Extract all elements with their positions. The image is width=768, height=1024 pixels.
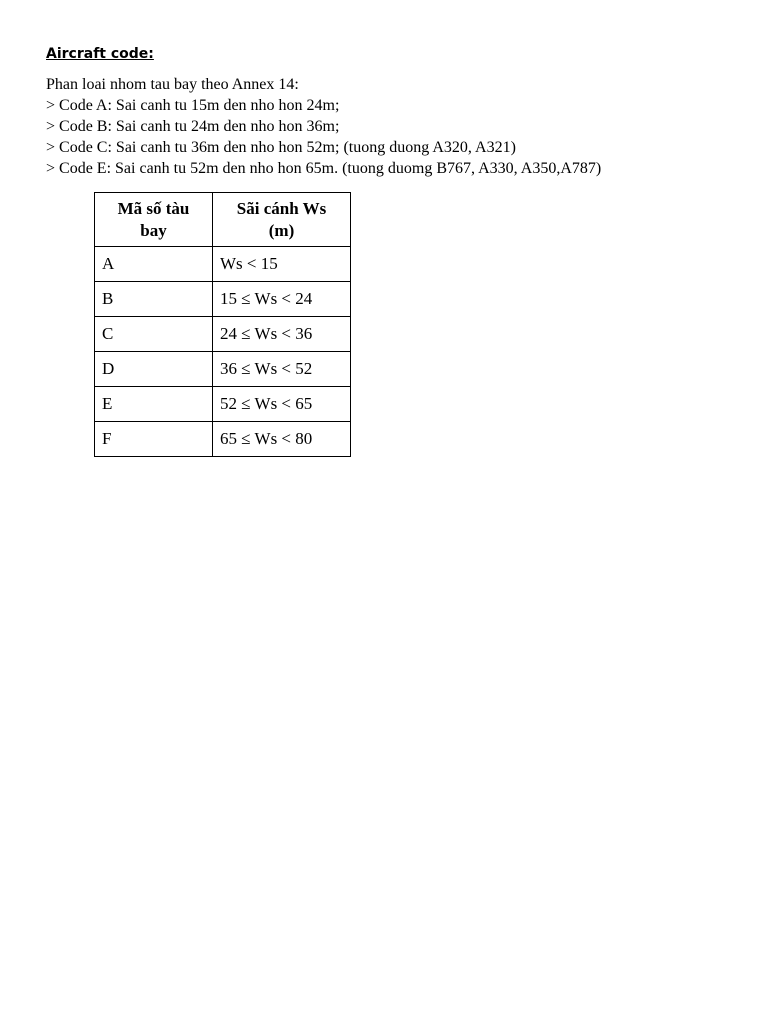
classification-text [46, 74, 601, 179]
table-row [95, 352, 351, 387]
header-aircraft-code: Mã số tàu bay [95, 193, 213, 247]
wingspan-cell: 52 ≤ Ws < 65 [213, 387, 351, 422]
table-row [95, 247, 351, 282]
section-heading: Aircraft code: [46, 46, 154, 62]
table-header-row [95, 193, 351, 247]
code-line: > Code C: Sai canh tu 36m den nho hon 52m; (tuong duong A320, A321) [46, 139, 516, 156]
table-row [95, 317, 351, 352]
wingspan-cell: 24 ≤ Ws < 36 [213, 317, 351, 352]
code-cell: C [95, 317, 213, 352]
code-cell: B [95, 282, 213, 317]
code-cell: F [95, 422, 213, 457]
table-row [95, 387, 351, 422]
wingspan-cell: 65 ≤ Ws < 80 [213, 422, 351, 457]
wingspan-cell: 36 ≤ Ws < 52 [213, 352, 351, 387]
table-row [95, 282, 351, 317]
header-wingspan: Sãi cánh Ws (m) [213, 193, 351, 247]
intro-line: Phan loai nhom tau bay theo Annex 14: [46, 76, 299, 93]
code-cell: E [95, 387, 213, 422]
code-cell: A [95, 247, 213, 282]
code-cell: D [95, 352, 213, 387]
wingspan-cell: Ws < 15 [213, 247, 351, 282]
aircraft-code-table [94, 192, 351, 457]
code-line: > Code A: Sai canh tu 15m den nho hon 24m; [46, 97, 340, 114]
wingspan-cell: 15 ≤ Ws < 24 [213, 282, 351, 317]
table-row [95, 422, 351, 457]
code-line: > Code B: Sai canh tu 24m den nho hon 36m; [46, 118, 340, 135]
code-line: > Code E: Sai canh tu 52m den nho hon 65m. (tuong duomg B767, A330, A350,A787) [46, 160, 602, 177]
